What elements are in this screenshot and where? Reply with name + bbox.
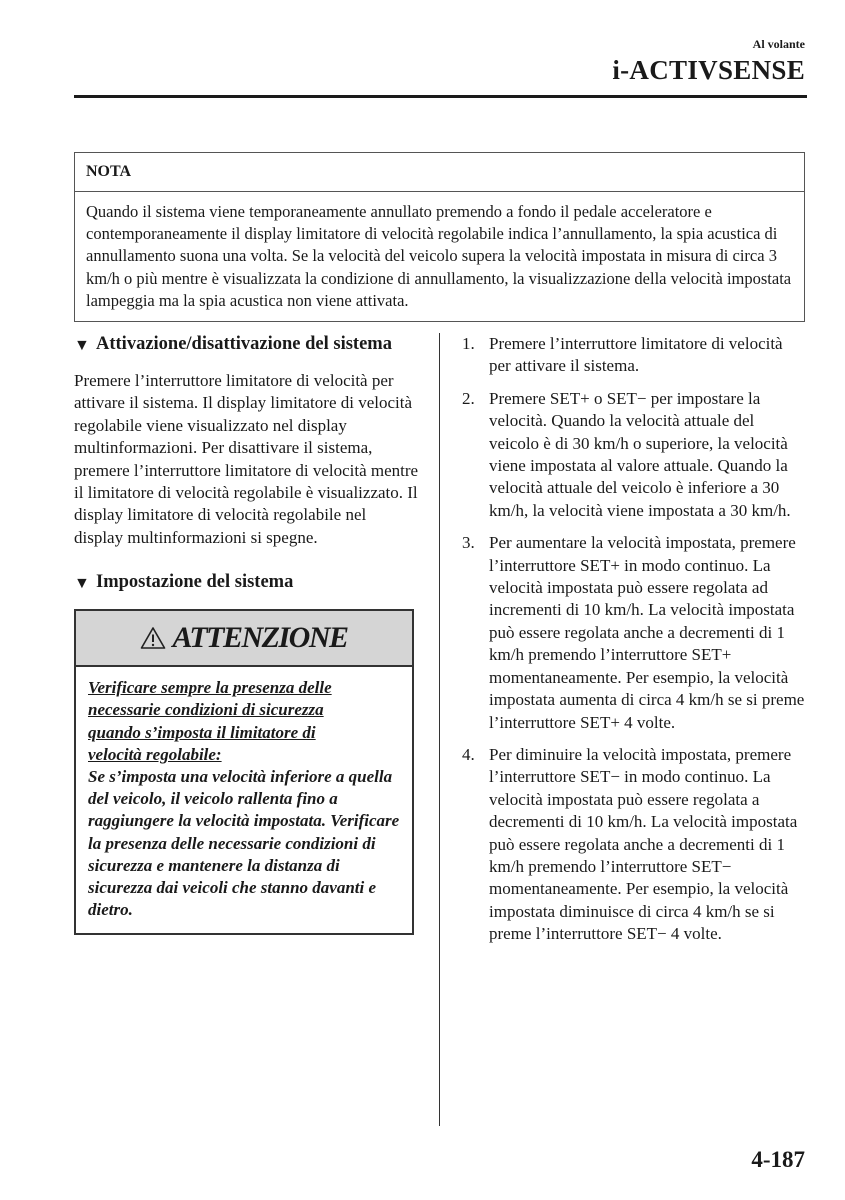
column-divider — [439, 333, 440, 1126]
note-box — [74, 152, 805, 322]
warning-body — [76, 667, 412, 933]
warning-underlined-line: necessarie condizioni di sicurezza — [88, 700, 324, 720]
warning-underlined-line: Verificare sempre la presenza delle — [88, 678, 332, 698]
step-text: Premere SET+ o SET− per impostare la velocità. Quando la velocità attuale del veicolo è di 30 km/h o superiore, la velocità viene impostata al valore attuale. Quando la velocità attuale del veicolo è inferiore a 30 km/h, la velocità viene impostata a 30 km/h. — [489, 388, 791, 520]
step-text: Premere l’interruttore limitatore di velocità per attivare il sistema. — [489, 334, 783, 376]
warning-text: Se s’imposta una velocità inferiore a quella del veicolo, il veicolo rallenta fino a raggiungere la velocità impostata. Verificare la presenza delle necessarie condizioni di sicurezza e mantenere la distanza di sicurezza dai veicoli che stanno davanti e dietro. — [88, 767, 400, 920]
step-number: 3. — [462, 533, 475, 553]
step-number: 1. — [462, 334, 475, 353]
right-column — [462, 333, 808, 956]
warning-box — [74, 609, 414, 935]
page-number: 4-187 — [751, 1147, 805, 1172]
note-body: Quando il sistema viene temporaneamente annullato premendo a fondo il pedale acceleratore e contemporaneamente il display limitatore di velocità regolabile indica l’annullamento, la spia acustica di annullamento suona una volta. Se la velocità del veicolo supera la velocità impostata in misura di circa 3 km/h o più mentre è visualizzata la condizione di annullamento, la visualizzazione della velocità impostata lampeggia ma la spia acustica non viene attivata. — [86, 202, 792, 310]
warning-triangle-icon — [140, 626, 166, 650]
activation-paragraph: Premere l’interruttore limitatore di velocità per attivare il sistema. Il display limitatore di velocità regolabile viene visualizzato nel display multinformazioni. Per disattivare il sistema, premere l’interruttore limitatore di velocità mentre il limitatore di velocità regolabile è visualizzato. Il display limitatore di velocità regolabile nel display multinformazioni si spegne. — [74, 371, 419, 547]
step-number: 4. — [462, 744, 475, 764]
step-text: Per aumentare la velocità impostata, premere l’interruttore SET+ in modo continuo. La velocità impostata può essere regolata ad incrementi di 10 km/h. La velocità impostata può essere regolata anche a decrementi di 1 km/h premendo l’interruttore SET+ momentaneamente. Per esempio, la velocità impostata aumenta di circa 4 km/h se si preme l’interruttore SET+ 4 volte. — [489, 533, 805, 732]
page-title: i-ACTIVSENSE — [612, 55, 805, 85]
section-label: Al volante — [752, 37, 805, 51]
list-item — [462, 388, 808, 522]
warning-title: ATTENZIONE — [172, 621, 348, 655]
list-item — [462, 532, 808, 734]
section-heading-setting — [74, 571, 419, 595]
triangle-bullet-icon: ▼ — [74, 575, 90, 593]
heading-text: Impostazione del sistema — [96, 572, 294, 593]
list-item — [462, 744, 808, 946]
step-text: Per diminuire la velocità impostata, premere l’interruttore SET− in modo continuo. La velocità impostata può essere regolata a decrementi di 10 km/h. La velocità impostata può essere regolata anche a decrementi di 1 km/h premendo l’interruttore SET− momentaneamente. Per esempio, la velocità impostata diminuisce di circa 4 km/h se si preme l’interruttore SET− 4 volte. — [489, 744, 798, 944]
left-column — [74, 333, 419, 935]
heading-text: Attivazione/disattivazione del sistema — [96, 334, 392, 354]
warning-underlined-line: velocità regolabile: — [88, 744, 222, 764]
list-item — [462, 333, 808, 378]
steps-list — [462, 333, 808, 946]
note-title: NOTA — [75, 153, 804, 192]
step-number: 2. — [462, 388, 475, 408]
warning-underlined-line: quando s’imposta il limitatore di — [88, 722, 316, 742]
warning-header — [76, 611, 412, 667]
triangle-bullet-icon: ▼ — [74, 337, 90, 354]
section-heading-activation — [74, 333, 419, 357]
header-rule — [74, 95, 807, 98]
